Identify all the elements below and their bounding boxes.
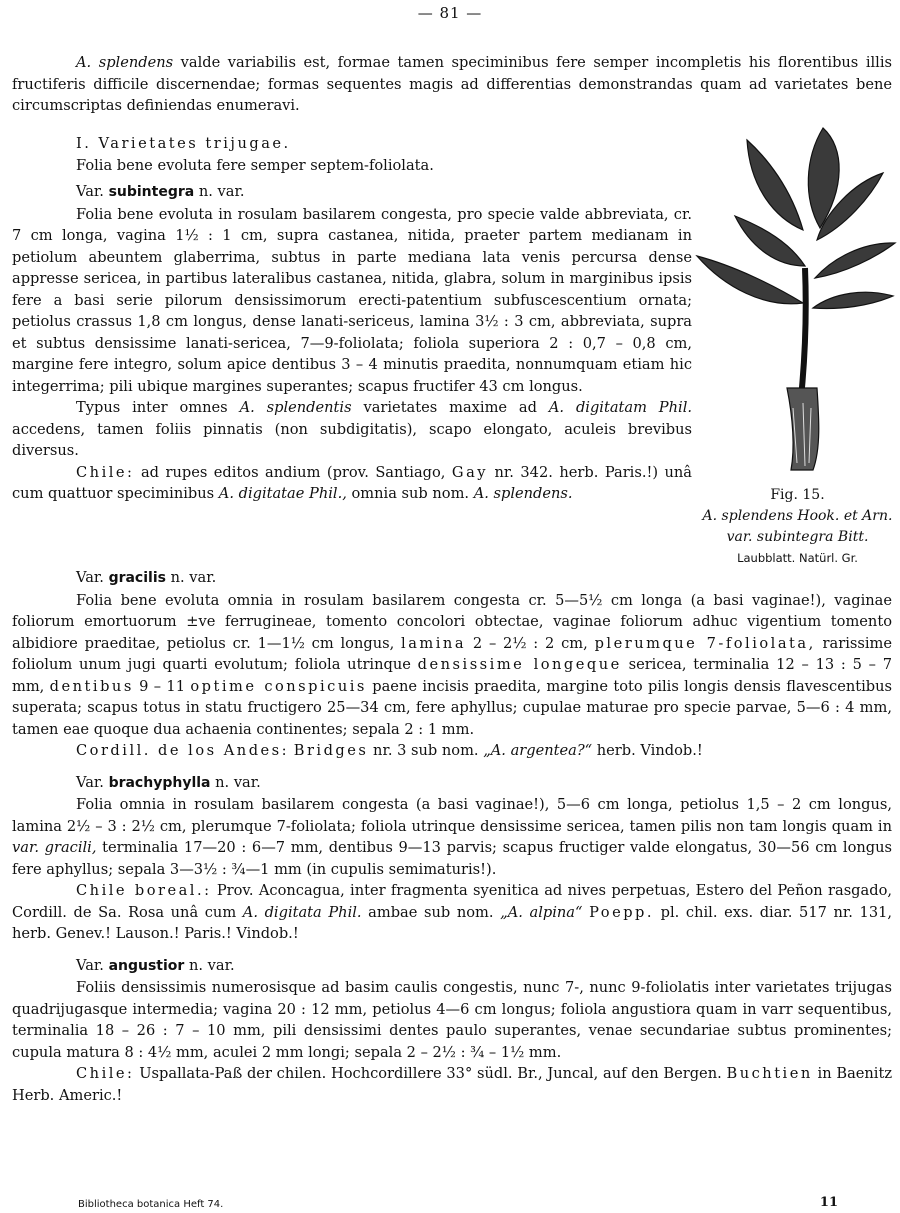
var-gracilis-description: Folia bene evoluta omnia in rosulam basilarem congesta cr. 5—5½ cm longa (a basi vaginae!), vaginae foliorum emortuorum ±ve ferrugineae, tomento concolori obtectae, vaginae foliorum adhuc vigentium tomento albidiore praeditae, petiolus cr. 1—1½ cm longus, lamina 2 – 2½ : 2 cm, plerumque 7-foliolata, rarissime foliolum unum jugi quarti evolutum; foliola utrinque densissime longeque sericea, terminalia 12 – 13 : 5 – 7 mm, dentibus 9 – 11 optime conspicuis paene incisis praedita, margine toto pilis longis densis flavescentibus superata; scapus totus in statu fructigero 25—34 cm, fere aphyllus; cupulae maturae pro specie parvae, 5—6 : 4 mm, tamen eae quoque dua achaenia continentes; sepala 2 : 1 mm. [12,591,892,738]
leaflet-middle-right [815,243,895,278]
var-brachyphylla-name: brachyphylla [108,774,211,791]
var-subintegra-typus: Typus inter omnes A. splendentis varietates maxime ad A. digitatam Phil. accedens, tamen foliis pinnatis (non subdigitatis), scapo elongato, aculeis brevibus diversus. [12,399,693,459]
figure-caption [695,485,900,569]
intro-paragraph [12,52,892,117]
var-angustior-heading: Var. angustior n. var. [76,956,235,974]
figure-label: Fig. 15. [770,487,825,503]
main-column [12,567,892,1106]
narrow-column [12,133,692,505]
signature-mark: 11 [819,1195,838,1210]
page-number: — 81 — [417,4,483,22]
figure-caption-species: A. splendens Hook. et Arn. [702,508,893,524]
leaf-illustration [695,118,900,478]
var-angustior-locality: Chile: Uspallata-Paß der chilen. Hochcordillere 33° südl. Br., Juncal, auf den Bergen. Buchtien in Baenitz Herb. Americ.! [12,1065,893,1104]
var-gracilis-name: gracilis [108,570,166,586]
petiole [801,268,806,398]
intro-taxon: A. splendens [76,54,174,71]
var-gracilis-heading: Var. gracilis n. var. [76,569,217,586]
var-angustior-name: angustior [108,957,185,974]
sheath [787,388,819,470]
group-title: I. Varietates trijugae. [76,135,291,152]
var-gracilis-locality: Cordill. de los Andes: Bridges nr. 3 sub nom. „A. argentea?“ herb. Vindob.! [76,742,703,759]
var-brachyphylla-locality: Chile boreal.: Prov. Aconcagua, inter fragmenta syenitica ad nives perpetuas, Estero del Peñon rasgado, Cordill. de Sa. Rosa unâ cum A. digitata Phil. ambae sub nom. „A. alpina“ Poepp. pl. chil. exs. diar. 517 nr. 131, herb. Genev.! Lauson.! Paris.! Vindob.! [12,882,893,942]
var-brachyphylla-description: Folia omnia in rosulam basilarem congesta (a basi vaginae!), 5—6 cm longa, petiolus 1,5 – 2 cm longus, lamina 2½ – 3 : 2½ cm, plerumque 7-foliolata; foliola utrinque densissime sericea, tamen pilis non tam longis quam in var. gracili, terminalia 17—20 : 6—7 mm, dentibus 9—13 parvis; scapus fructiger valde elongatus, 30—56 cm longus fere aphyllus; sepala 3—3½ : ¾—1 mm (in cupulis semimaturis!). [12,796,893,878]
figure-caption-variety: var. subintegra Bitt. [726,529,869,545]
leaflet-lower-right [813,292,893,308]
figure-caption-note: Laubblatt. Natürl. Gr. [737,551,858,565]
var-angustior-description: Foliis densissimis numerosisque ad basim caulis congestis, nunc 7-, nunc 9-foliolatis inter varietates trijugas quadrijugasque intermedia; vagina 20 : 12 mm, petiolus 4—6 cm longus; foliola angustiora quam in varr sequentibus, terminalia 18 – 26 : 7 – 10 mm, pili densissimi dentes paulo superantes, venae secundariae subtus prominentes; cupula matura 8 : 4½ mm, aculei 2 mm longi; sepala 2 – 2½ : ¾ – 1½ mm. [12,979,892,1061]
group-subtitle: Folia bene evoluta fere semper septem-foliolata. [76,156,434,174]
var-brachyphylla-heading: Var. brachyphylla n. var. [76,773,261,791]
leaflet-upper-left [747,140,803,230]
var-subintegra-name: subintegra [108,184,195,200]
leaf-drawing [695,118,900,478]
intro-text: valde variabilis est, formae tamen speciminibus fere semper incompletis his florentibus illis fructiferis difficile discernendae; formas sequentes magis ad differentias demonstrandas quam ad varietates bene circumscriptas definiendas enumeravi. [12,54,892,114]
var-subintegra-description: Folia bene evoluta in rosulam basilarem congesta, pro specie valde abbreviata, cr. 7 cm longa, vagina 1½ : 1 cm, supra castanea, nitida, praeter partem medianam in petiolum abeuntem glaberrima, subtus in parte mediana lata venis percursa dense appresse sericea, in partibus lateralibus castanea, nitida, glabra, solum in marginibus ipsis fere a basi serie pilorum densissimorum erecti-patentium subfuscescentium ornata; petiolus crassus 1,8 cm longus, dense lanati-sericeus, lamina 3½ : 3 cm, abbreviata, supra et subtus densissime lanati-sericea, 7—9-foliolata; foliola superiora 2 : 0,7 – 0,8 cm, margine fere integro, solum apice dentibus 3 – 4 minutis praedita, nonnumquam etiam hic integerrima; pili ubique margines superantes; scapus fructifer 43 cm longus. [12,205,692,395]
series-footer: Bibliotheca botanica Heft 74. [78,1199,224,1210]
var-subintegra-heading: Var. subintegra n. var. [76,183,245,200]
var-subintegra-locality: Chile: ad rupes editos andium (prov. Santiago, Gay nr. 342. herb. Paris.!) unâ cum quattuor speciminibus A. digitatae Phil., omnia sub nom. A. splendens. [12,463,693,502]
